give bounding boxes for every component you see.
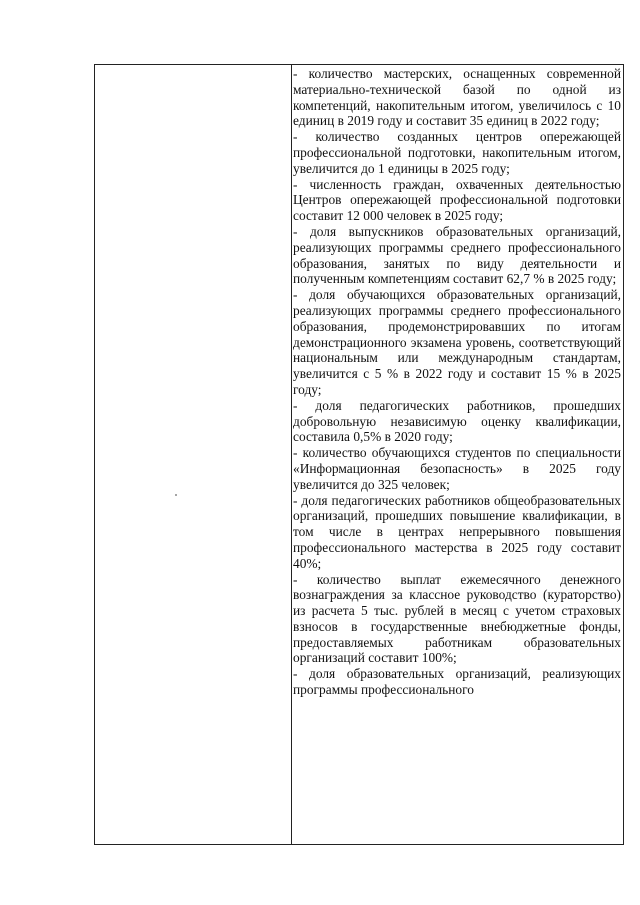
indicator-item: - численность граждан, охваченных деятельностью Центров опережающей профессиональной подготовки составит 12 000 человек в 2025 году; <box>293 176 621 224</box>
document-table <box>94 64 624 845</box>
indicator-item: - доля педагогических работников общеобразовательных организаций, прошедших повышение квалификации, в том числе в центрах непрерывного повышения профессионального мастерства в 2025 году составит 40%; <box>293 492 621 571</box>
indicator-item: - доля обучающихся образовательных организаций, реализующих программы среднего профессионального образования, продемонстрировавших по итогам демонстрационного экзамена уровень, соответствующий национальным или международным стандартам, увеличится с 5 % в 2022 году и составит 15 % в 2025 году; <box>293 287 621 397</box>
indicator-item: - количество выплат ежемесячного денежного вознаграждения за классное руководство (кураторство) из расчета 5 тыс. рублей в месяц с учетом страховых взносов в государственные внебюджетные фонды, предоставляемых работникам образовательных организаций составит 100%; <box>293 571 621 666</box>
indicators-cell <box>293 66 621 698</box>
indicator-item: - доля выпускников образовательных организаций, реализующих программы среднего профессионального образования, занятых по виду деятельности и полученным компетенциям составит 62,7 % в 2025 году; <box>293 223 621 287</box>
scan-speck <box>175 494 177 496</box>
indicator-item: - количество мастерских, оснащенных современной материально-технической базой по одной из компетенций, накопительным итогом, увеличилось с 10 единиц в 2019 году и составит 35 единиц в 2022 году; <box>293 66 621 129</box>
indicator-item: - доля образовательных организаций, реализующих программы профессионального <box>293 666 621 698</box>
column-divider <box>291 65 292 844</box>
indicator-item: - количество созданных центров опережающей профессиональной подготовки, накопительным итогом, увеличится до 1 единицы в 2025 году; <box>293 129 621 176</box>
indicator-item: - доля педагогических работников, прошедших добровольную независимую оценку квалификации, составила 0,5% в 2020 году; <box>293 397 621 445</box>
indicator-item: - количество обучающихся студентов по специальности «Информационная безопасность» в 2025 году увеличится до 325 человек; <box>293 445 621 492</box>
